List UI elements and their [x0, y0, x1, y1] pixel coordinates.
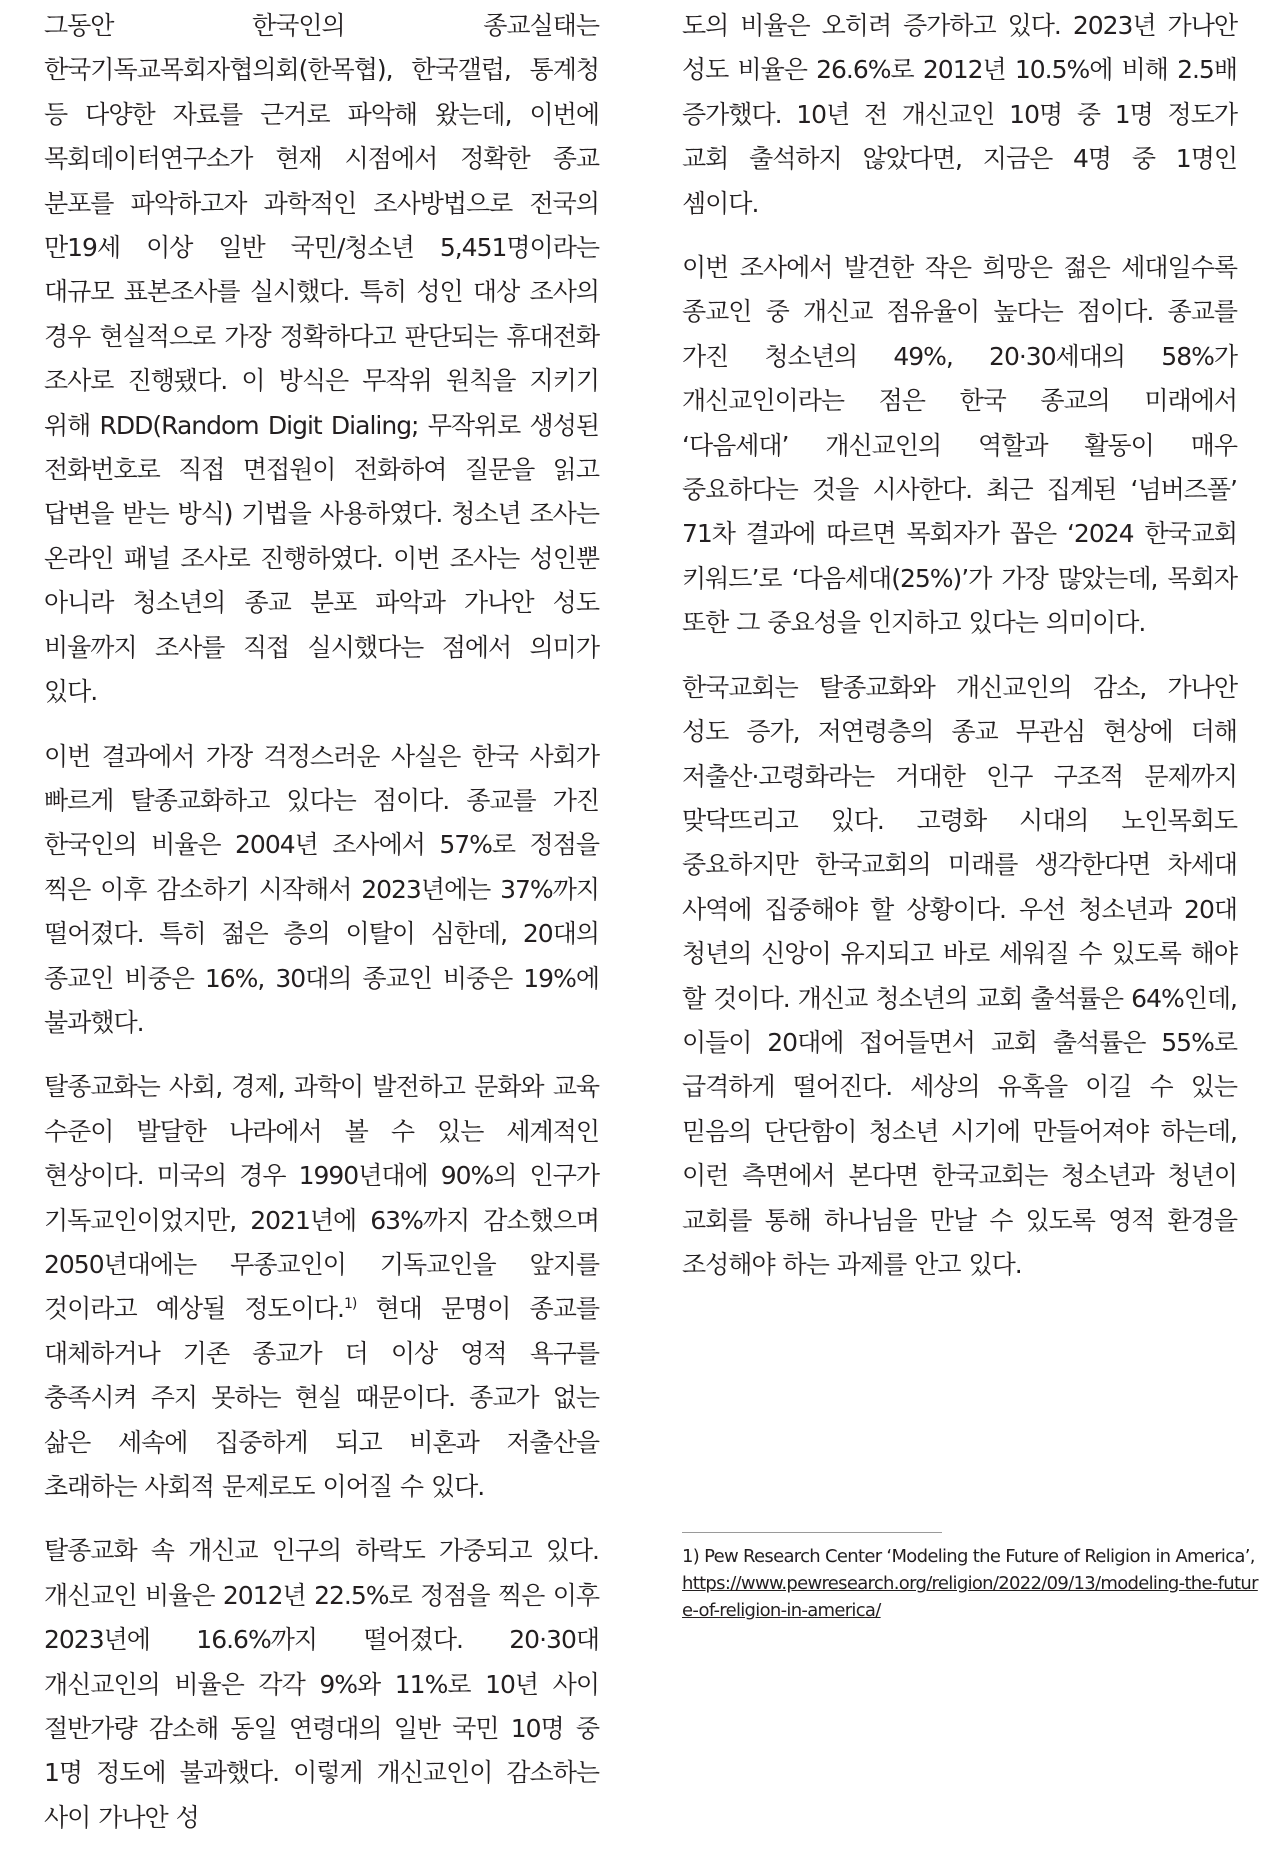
footnote-reference[interactable]: 1) [343, 1296, 357, 1313]
right-text-column [682, 4, 1237, 1307]
footnote-section [682, 1532, 1262, 1624]
body-paragraph: 한국교회는 탈종교화와 개신교인의 감소, 가나안 성도 증가, 저연령층의 종교 무관심 현상에 더해 저출산·고령화라는 거대한 인구 구조적 문제까지 맞닥뜨리고 있다. 고령화 시대의 노인목회도 중요하지만 한국교회의 미래를 생각한다면 차세대 사역에 집중해야 할 상황이다. 우선 청소년과 20대 청년의 신앙이 유지되고 바로 세워질 수 있도록 해야 할 것이다. 개신교 청소년의 교회 출석률은 64%인데, 이들이 20대에 접어들면서 교회 출석률은 55%로 급격하게 떨어진다. 세상의 유혹을 이길 수 있는 믿음의 단단함이 청소년 시기에 만들어져야 하는데, 이런 측면에서 본다면 한국교회는 청소년과 청년이 교회를 통해 하나님을 만날 수 있도록 영적 환경을 조성해야 하는 과제를 안고 있다. [682, 672, 1237, 1279]
footnote-divider [682, 1532, 942, 1533]
body-paragraph: 도의 비율은 오히려 증가하고 있다. 2023년 가나안 성도 비율은 26.6%로 2012년 10.5%에 비해 2.5배 증가했다. 10년 전 개신교인 10명 중 1명 정도가 교회 출석하지 않았다면, 지금은 4명 중 1명인 셈이다. [682, 11, 1237, 218]
footnote-marker: 1) [682, 1546, 700, 1567]
body-paragraph: 이번 결과에서 가장 걱정스러운 사실은 한국 사회가 빠르게 탈종교화하고 있다는 점이다. 종교를 가진 한국인의 비율은 2004년 조사에서 57%로 정점을 찍은 이후 감소하기 시작해서 2023년에는 37%까지 떨어졌다. 특히 젊은 층의 이탈이 심한데, 20대의 종교인 비중은 16%, 30대의 종교인 비중은 19%에 불과했다. [44, 741, 599, 1037]
footnote-source: Pew Research Center ‘Modeling the Future of Religion in America’, [704, 1546, 1255, 1567]
body-paragraph [44, 1065, 599, 1509]
left-text-column [44, 4, 599, 1860]
footnote-url-line [682, 1570, 1262, 1624]
body-paragraph: 이번 조사에서 발견한 작은 희망은 젊은 세대일수록 종교인 중 개신교 점유율이 높다는 점이다. 종교를 가진 청소년의 49%, 20·30세대의 58%가 개신교인이라는 점은 한국 종교의 미래에서 ‘다음세대’ 개신교인의 역할과 활동이 매우 중요하다는 것을 시사한다. 최근 집계된 ‘넘버즈폴’ 71차 결과에 따르면 목회자가 꼽은 ‘2024 한국교회 키워드’로 ‘다음세대(25%)’가 가장 많았는데, 목회자 또한 그 중요성을 인지하고 있다는 의미이다. [682, 253, 1237, 638]
body-paragraph: 탈종교화 속 개신교 인구의 하락도 가중되고 있다. 개신교인 비율은 2012년 22.5%로 정점을 찍은 이후 2023년에 16.6%까지 떨어졌다. 20·30대 개신교인의 비율은 각각 9%와 11%로 10년 사이 절반가량 감소해 동일 연령대의 일반 국민 10명 중 1명 정도에 불과했다. 이렇게 개신교인이 감소하는 사이 가나안 성 [44, 1536, 599, 1832]
paragraph-text: 탈종교화는 사회, 경제, 과학이 발전하고 문화와 교육 수준이 발달한 나라에서 볼 수 있는 세계적인 현상이다. 미국의 경우 1990년대에 90%의 인구가 기독교인이었지만, 2021년에 63%까지 감소했으며 2050년대에는 무종교인이 기독교인을 앞지를 것이라고 예상될 정도이다. [44, 1072, 599, 1324]
footnote-link[interactable]: https://www.pewresearch.org/religion/2022/09/13/modeling-the-future-of-religion-in-america/ [682, 1573, 1258, 1621]
paragraph-text: 현대 문명이 종교를 대체하거나 기존 종교가 더 이상 영적 욕구를 충족시켜 주지 못하는 현실 때문이다. 종교가 없는 삶은 세속에 집중하게 되고 비혼과 저출산을 초래하는 사회적 문제로도 이어질 수 있다. [44, 1294, 600, 1501]
body-paragraph: 그동안 한국인의 종교실태는 한국기독교목회자협의회(한목협), 한국갤럽, 통계청 등 다양한 자료를 근거로 파악해 왔는데, 이번에 목회데이터연구소가 현재 시점에서 정확한 종교 분포를 파악하고자 과학적인 조사방법으로 전국의 만19세 이상 일반 국민/청소년 5,451명이라는 대규모 표본조사를 실시했다. 특히 성인 대상 조사의 경우 현실적으로 가장 정확하다고 판단되는 휴대전화 조사로 진행됐다. 이 방식은 무작위 원칙을 지키기 위해 RDD(Random Digit Dialing; 무작위로 생성된 전화번호로 직접 면접원이 전화하여 질문을 읽고 답변을 받는 방식) 기법을 사용하였다. 청소년 조사는 온라인 패널 조사로 진행하였다. 이번 조사는 성인뿐 아니라 청소년의 종교 분포 파악과 가나안 성도 비율까지 조사를 직접 실시했다는 점에서 의미가 있다. [44, 11, 599, 707]
footnote-text [682, 1543, 1262, 1570]
